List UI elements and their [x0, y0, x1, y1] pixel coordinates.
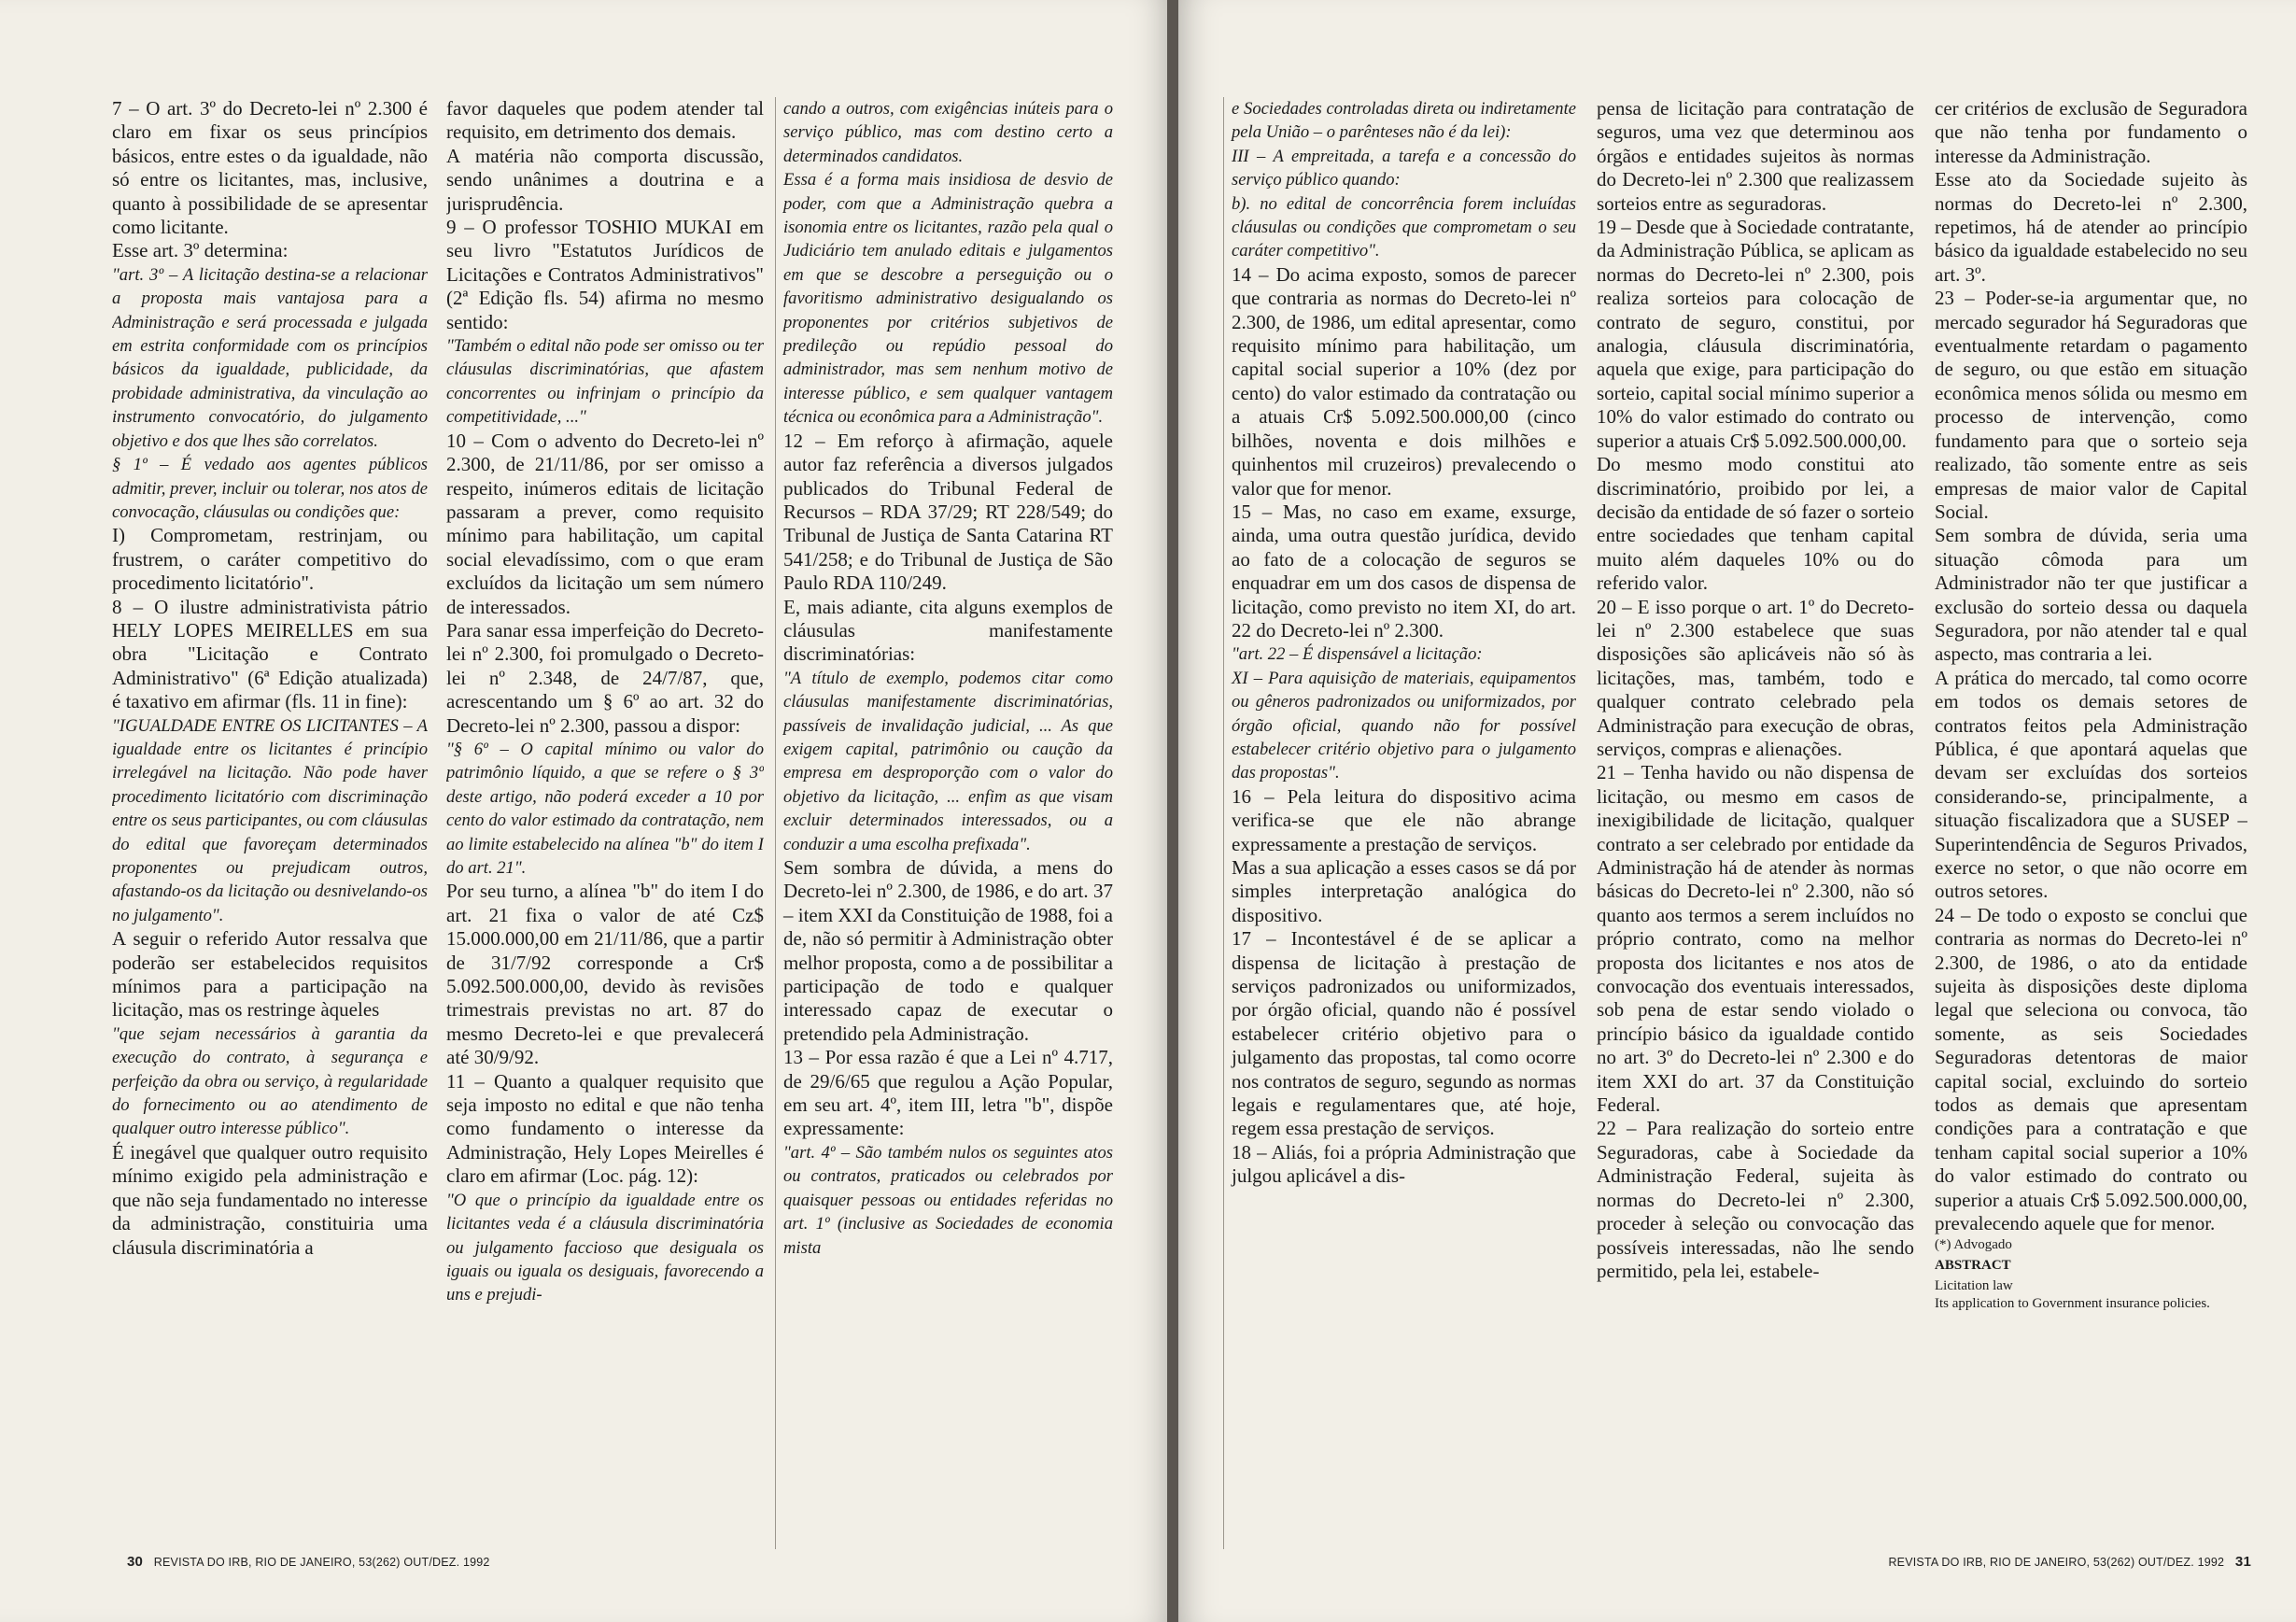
right-page-footer [1888, 1554, 2259, 1570]
paragraph: 15 – Mas, no caso em exame, exsurge, ainda, uma outra questão jurídica, devido ao fato de a colocação de seguros se enquadrar em um dos casos de dispensa de licitação, como previsto no item XI, do art. 22 do Decreto-lei nº 2.300. [1232, 500, 1576, 642]
abstract-line-2: Its application to Government insurance policies. [1935, 1295, 2210, 1311]
quoted-paragraph: b). no edital de concorrência forem incluídas cláusulas ou condições que comprometam o seu caráter competitivo". [1232, 193, 1576, 261]
right-column-3-body [1935, 97, 2247, 1236]
paragraph: favor daqueles que podem atender tal requisito, em detrimento dos demais. [446, 97, 764, 144]
paragraph: E, mais adiante, cita alguns exemplos de cláusulas manifestamente discriminatórias: [783, 595, 1113, 666]
paragraph: 9 – O professor TOSHIO MUKAI em seu livro "Estatutos Jurídicos de Licitações e Contratos Administrativos" (2ª Edição fls. 54) afirma no mesmo sentido: [446, 216, 764, 333]
paragraph: Esse ato da Sociedade sujeito às normas do Decreto-lei nº 2.300, repetimos, há de atender ao princípio básico da igualdade estabelecido no seu art. 3º. [1935, 168, 2247, 286]
paragraph: I) Comprometam, restrinjam, ou frustrem, o caráter competitivo do procedimento licitatório". [112, 524, 428, 595]
paragraph: É inegável que qualquer outro requisito mínimo exigido pela administração e que não seja fundamentado no interesse da administração, constituiria uma cláusula discriminatória a [112, 1140, 428, 1259]
quoted-paragraph: III – A empreitada, a tarefa e a concessão do serviço público quando: [1232, 146, 1576, 190]
paragraph: 10 – Com o advento do Decreto-lei nº 2.300, de 21/11/86, por ser omisso a respeito, inúmeros editais de licitação passaram a prever, como requisito mínimo para habilitação, um capital social elevadíssimo, com o que eram excluídos da licitação um sem número de interessados. [446, 429, 764, 618]
paragraph: 13 – Por essa razão é que a Lei nº 4.717, de 29/6/65 que regulou a Ação Popular, em seu art. 4º, item III, letra "b", dispõe expressamente: [783, 1046, 1113, 1140]
left-page-footer [120, 1554, 490, 1570]
paragraph: 23 – Poder-se-ia argumentar que, no mercado segurador há Seguradoras que eventualmente retardam o pagamento de seguro, ou que estão em situação econômica menos sólida ou mesmo em processo de intervenção, como fundamento para que o sorteio seja realizado, tão somente entre as seis empresas de maior valor de Capital Social. [1935, 287, 2247, 523]
author-note: (*) Advogado [1935, 1236, 2012, 1252]
quoted-paragraph: "Também o edital não pode ser omisso ou ter cláusulas discriminatórias, que afastem concorrentes ou infrinjam o princípio da competitividade, ..." [446, 336, 764, 428]
right-column-2 [1597, 97, 1914, 1549]
quoted-paragraph: "IGUALDADE ENTRE OS LICITANTES – A igualdade entre os licitantes é princípio irrelegável na licitação. Não pode haver procedimento licitatório com discriminação entre os seus participantes, ou com cláusulas do edital que favoreçam determinados proponentes ou prejudicam outros, afastando-os da licitação ou desnivelando-os no julgamento". [112, 715, 428, 925]
quoted-paragraph: "art. 4º – São também nulos os seguintes atos ou contratos, praticados ou celebrados por quaisquer pessoas ou entidades referidas no art. 1º (inclusive as Sociedades de economia mista [783, 1142, 1113, 1258]
abstract-title: ABSTRACT [1935, 1257, 2011, 1273]
paragraph: 20 – E isso porque o art. 1º do Decreto-lei nº 2.300 estabelece que suas disposições são aplicáveis não só às licitações, mas, também, todo e qualquer contrato celebrado pela Administração para execução de obras, serviços, compras e alienações. [1597, 595, 1914, 760]
paragraph: Sem sombra de dúvida, a mens do Decreto-lei nº 2.300, de 1986, e do art. 37 – item XXI da Constituição de 1988, foi a de, não só permitir à Administração obter melhor proposta, como a de possibilitar a participação de todo e qualquer interessado capaz de executar o pretendido pela Administração. [783, 856, 1113, 1045]
paragraph: 18 – Aliás, foi a própria Administração que julgou aplicável a dis- [1232, 1140, 1576, 1188]
paragraph: Por seu turno, a alínea "b" do item I do art. 21 fixa o valor de até Cz$ 15.000.000,00 em 21/11/86, que a partir de 31/7/92 corresponde a Cr$ 5.092.500.000,00, devido às revisões trimestrais previstas no art. 87 do mesmo Decreto-lei e que prevalecerá até 30/9/92. [446, 880, 764, 1069]
abstract-line-1: Licitation law [1935, 1277, 2013, 1293]
page-number: 31 [2234, 1554, 2251, 1570]
paragraph: Esse art. 3º determina: [112, 239, 289, 262]
paragraph: 12 – Em reforço à afirmação, aquele autor faz referência a diversos julgados publicados do Tribunal Federal de Recursos – RDA 37/29; RT 228/549; do Tribunal de Justiça de Santa Catarina RT 541/258; e do Tribunal de Justiça de São Paulo RDA 110/249. [783, 429, 1113, 595]
quoted-paragraph: "O que o princípio da igualdade entre os licitantes veda é a cláusula discriminatória ou julgamento faccioso que desiguala os iguais ou iguala os desiguais, favorecendo a uns e prejudi- [446, 1190, 764, 1305]
paragraph: 22 – Para realização do sorteio entre Seguradoras, cabe à Sociedade da Administração Federal, sujeita às normas do Decreto-lei nº 2.300, proceder à seleção ou convocação das possíveis interessadas, não lhe sendo permitido, pela lei, estabele- [1597, 1117, 1914, 1282]
quoted-paragraph: "A título de exemplo, podemos citar como cláusulas manifestamente discriminatórias, passíveis de invalidação judicial, ... As que exigem capital, patrimônio ou caução da empresa em desproporção com o valor do objetivo da licitação, ... enfim as que visam excluir determinados interessados, ou a conduzir a uma escolha prefixada". [783, 668, 1113, 854]
left-column-3 [775, 97, 1113, 1549]
journal-reference: REVISTA DO IRB, RIO DE JANEIRO, 53(262) OUT/DEZ. 1992 [1888, 1556, 2225, 1569]
paragraph: 16 – Pela leitura do dispositivo acima verifica-se que ele não abrange expressamente a prestação de serviços. [1232, 784, 1576, 855]
paragraph: A matéria não comporta discussão, sendo unânimes a doutrina e a jurisprudência. [446, 144, 764, 215]
journal-reference: REVISTA DO IRB, RIO DE JANEIRO, 53(262) OUT/DEZ. 1992 [153, 1556, 490, 1569]
quoted-paragraph: XI – Para aquisição de materiais, equipamentos ou gêneros padronizados ou uniformizados, por órgão oficial, quando não for possível estabelecer critério objetivo para o julgamento das propostas". [1232, 668, 1576, 783]
paragraph: Do mesmo modo constitui ato discriminatório, proibido por lei, a decisão da entidade de só fazer o sorteio entre sociedades que tenham capital muito além daqueles 10% ou do referido valor. [1597, 453, 1914, 595]
right-column-1 [1223, 97, 1576, 1549]
quoted-paragraph: "art. 3º – A licitação destina-se a relacionar a proposta mais vantajosa para a Administração e será processada e julgada em estrita conformidade com os princípios básicos da igualdade, publicidade, da probidade administrativa, da vinculação ao instrumento convocatório, do julgamento objetivo e dos que lhes são correlatos. [112, 264, 428, 451]
quoted-paragraph: "art. 22 – É dispensável a licitação: [1232, 644, 1483, 665]
left-column-2 [446, 97, 764, 1549]
paragraph: 21 – Tenha havido ou não dispensa de licitação, ou mesmo em casos de inexigibilidade de licitação, qualquer contrato a ser celebrado por entidade da Administração há de atender às normas básicas do Decreto-lei nº 2.300, não só quanto aos termos a serem incluídos no próprio contrato, como na melhor proposta dos licitantes e nos atos de convocação dos eventuais interessados, sob pena de estar sendo violado o princípio básico da igualdade contido no art. 3º do Decreto-lei nº 2.300 e do item XXI do art. 37 da Constituição Federal. [1597, 761, 1914, 1117]
right-column-3 [1935, 97, 2247, 1549]
right-page [1178, 0, 2296, 1622]
page-number: 30 [127, 1554, 144, 1570]
paragraph: Mas a sua aplicação a esses casos se dá por simples interpretação analógica do dispositivo. [1232, 856, 1576, 926]
paragraph: 11 – Quanto a qualquer requisito que seja imposto no edital e que não tenha como fundamento o interesse da Administração, Hely Lopes Meirelles é claro em afirmar (Loc. pág. 12): [446, 1069, 764, 1188]
paragraph: 24 – De todo o exposto se conclui que contraria as normas do Decreto-lei nº 2.300, de 1986, o ato da entidade sujeita às disposições deste diploma legal que seleciona ou convoca, tão somente, as seis Sociedades Seguradoras detentoras de maior capital social, excluindo do sorteio todos as demais que apresentam condições para a contratação e que tenham capital social superior a 10% do valor estimado do contrato ou superior a atuais Cr$ 5.092.500.000,00, prevalecendo aquele que for menor. [1935, 903, 2247, 1235]
quoted-paragraph: cando a outros, com exigências inúteis para o serviço público, mas com destino certo a determinados candidatos. [783, 99, 1113, 166]
paragraph: 19 – Desde que à Sociedade contratante, da Administração Pública, se aplicam as normas do Decreto-lei nº 2.300, pois realiza sorteios para colocação de contrato de seguro, constitui, por analogia, cláusula discriminatória, aquela que exige, para participação do sorteio, capital social mínimo superior a 10% do valor estimado do contrato ou superior a atuais Cr$ 5.092.500.000,00. [1597, 216, 1914, 452]
paragraph: A seguir o referido Autor ressalva que poderão ser estabelecidos requisitos mínimos para a participação na licitação, mas os restringe àqueles [112, 927, 428, 1022]
quoted-paragraph: Essa é a forma mais insidiosa de desvio de poder, com que a Administração quebra a isonomia entre os licitantes, razão pela qual o Judiciário tem anulado editais e julgamentos em que se descobre a perseguição ou o favoritismo administrativo desigualando os proponentes por critérios subjetivos de predileção ou repúdio pessoal do administrador, mas sem nenhum motivo de interesse público, e sem qualquer vantagem técnica ou econômica para a Administração". [783, 170, 1113, 428]
paragraph: Sem sombra de dúvida, seria uma situação cômoda para um Administrador não ter que justificar a exclusão do sorteio dessa ou daquela Seguradora, por não atender tal e qual aspecto, mas contraria a lei. [1935, 524, 2247, 666]
paragraph: 17 – Incontestável é de se aplicar a dispensa de licitação à prestação de serviços padronizados ou uniformizados, por órgão oficial, quando não é possível estabelecer critério objetivo para o julgamento das propostas, tal como ocorre nos contratos de seguro, segundo as normas legais e regulamentares que, até hoje, regem essa prestação de serviços. [1232, 927, 1576, 1140]
quoted-paragraph: e Sociedades controladas direta ou indiretamente pela União – o parênteses não é da lei): [1232, 99, 1576, 143]
paragraph: Para sanar essa imperfeição do Decreto-lei nº 2.300, foi promulgado o Decreto-lei nº 2.348, de 24/7/87, que, acrescentando um § 6º ao art. 32 do Decreto-lei nº 2.300, passou a dispor: [446, 618, 764, 737]
paragraph: 14 – Do acima exposto, somos de parecer que contraria as normas do Decreto-lei nº 2.300, de 1986, um edital apresentar, como requisito mínimo para habilitação, um capital social superior a 10% (dez por cento) do valor estimado da contratação ou a atuais Cr$ 5.092.500.000,00 (cinco bilhões, noventa e dois milhões e quinhentos mil cruzeiros) prevalecendo o valor que for menor. [1232, 262, 1576, 500]
paragraph: 7 – O art. 3º do Decreto-lei nº 2.300 é claro em fixar os seus princípios básicos, entre estes o da igualdade, não só entre os licitantes, mas, inclusive, quanto à possibilidade de se apresentar como licitante. [112, 97, 428, 239]
quoted-paragraph: § 1º – É vedado aos agentes públicos admitir, prever, incluir ou tolerar, nos atos de convocação, cláusulas ou condições que: [112, 455, 428, 522]
paragraph: pensa de licitação para contratação de seguros, uma vez que determinou aos órgãos e entidades sujeitos às normas do Decreto-lei nº 2.300 que realizassem sorteios entre as seguradoras. [1597, 97, 1914, 215]
quoted-paragraph: "§ 6º – O capital mínimo ou valor do patrimônio líquido, a que se refere o § 3º deste artigo, não poderá exceder a 10 por cento do valor estimado da contratação, nem ao limite estabelecido na alínea "b" do item I do art. 21". [446, 739, 764, 878]
quoted-paragraph: "que sejam necessários à garantia da execução do contrato, à segurança e perfeição da obra ou serviço, à regularidade do fornecimento ou ao atendimento de qualquer outro interesse público". [112, 1023, 428, 1139]
paragraph: 8 – O ilustre administrativista pátrio HELY LOPES MEIRELLES em sua obra "Licitação e Contrato Administrativo" (6ª Edição atualizada) é taxativo em afirmar (fls. 11 in fine): [112, 595, 428, 713]
paragraph: A prática do mercado, tal como ocorre em todos os demais setores de contratos feitos pela Administração Pública, é que apontará aquelas que devam ser excluídas dos sorteios considerando-se, principalmente, a situação fiscalizadora que a SUSEP – Superintendência de Seguros Privados, exerce no setor, o que não ocorre em outros setores. [1935, 666, 2247, 903]
left-column-1 [112, 97, 428, 1549]
paragraph: cer critérios de exclusão de Seguradora que não tenha por fundamento o interesse da Administração. [1935, 97, 2247, 167]
